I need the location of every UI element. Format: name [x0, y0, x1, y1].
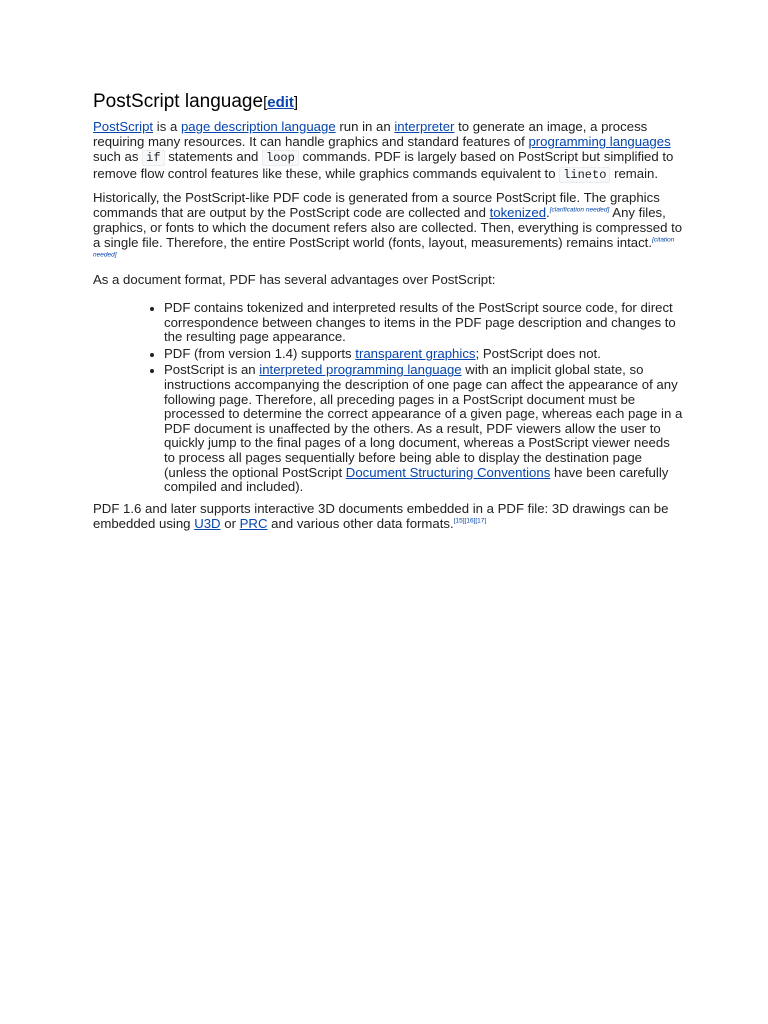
li3-text-1: PostScript is an: [164, 362, 260, 378]
postscript-link[interactable]: PostScript: [93, 119, 154, 134]
code-if: if: [142, 150, 164, 166]
clarification-needed-note: [550, 207, 610, 214]
page-description-language-link[interactable]: page description language: [180, 119, 336, 134]
p4-text-1: PDF 1.6 and later supports interactive 3D documents embedded in a PDF file: 3D drawings can be embedded using: [93, 500, 669, 531]
section-heading: [93, 91, 683, 113]
p2-text-3: Any files, graphics, or fonts to which the document refers also are collected. Then, everything is compressed to a single file. Therefore, the entire PostScript world (fonts, layout, measurements) remains intact.: [93, 205, 683, 250]
li2-text-1: PDF (from version 1.4) supports: [164, 345, 356, 361]
p1-text-1: is a: [153, 119, 181, 134]
transparent-graphics-link[interactable]: transparent graphics: [355, 345, 476, 361]
code-loop: loop: [262, 150, 299, 166]
tokenized-link[interactable]: tokenized: [489, 205, 547, 220]
interpreted-programming-language-link[interactable]: interpreted programming language: [259, 362, 462, 378]
u3d-link[interactable]: U3D: [194, 515, 221, 531]
p1-text-6: commands. PDF is largely based on PostScript but simplified to remove flow control features like these, while graphics commands equivalent to: [93, 149, 674, 181]
clarification-needed-text: [clarification needed]: [549, 206, 610, 214]
p4-text-2: or: [220, 515, 240, 531]
p1-text-3: to generate an image, a process requiring many resources. It can handle graphics and standard features of: [93, 119, 648, 149]
edit-bracket-close: ]: [293, 94, 299, 111]
advantages-list: [93, 301, 683, 495]
p1-text-4: such as: [93, 149, 143, 164]
list-item-1: • PDF contains tokenized and interpreted results of the PostScript source code, for direct correspondence between changes to items in the PDF page description and changes to the resulting page appearance.: [164, 301, 683, 345]
clarification-needed-link[interactable]: [550, 207, 610, 214]
section-title: PostScript language: [93, 91, 264, 112]
edit-bracket-open: [: [263, 94, 268, 111]
li3-text-2: with an implicit global state, so instructions accompanying the description of one page can affect the appearance of any following page. Therefore, all preceding pages in a PostScript document must be processed to determine the correct appearance of a given page, whereas each page in a PDF document is unaffected by the others. As a result, PDF viewers allow the user to quickly jump to the final pages of a long document, whereas a PostScript viewer needs to process all pages sequentially before being able to display the destination page (unless the optional PostScript: [164, 362, 683, 480]
p1-text-2: run in an: [335, 119, 395, 134]
p1-text-5: statements and: [164, 149, 263, 164]
paragraph-4: [93, 501, 683, 531]
reference-links[interactable]: [15][16][17]: [453, 517, 487, 525]
list-item-3: [164, 363, 683, 494]
p2-text-2: .: [546, 205, 550, 220]
citation-needed-text: [citation needed]: [93, 236, 675, 259]
prc-link[interactable]: PRC: [239, 515, 268, 531]
article-section: [93, 91, 683, 538]
programming-languages-link[interactable]: programming languages: [528, 134, 671, 149]
code-lineto: lineto: [559, 167, 610, 183]
interpreter-link[interactable]: interpreter: [394, 119, 455, 134]
list-item-2: [164, 347, 683, 362]
document-structuring-conventions-link[interactable]: Document Structuring Conventions: [345, 464, 551, 480]
paragraph-1: [93, 119, 683, 183]
reference-notes: [454, 517, 487, 524]
p4-text-3: and various other data formats.: [267, 515, 454, 531]
paragraph-2: [93, 190, 683, 265]
edit-section: [263, 94, 298, 111]
edit-link[interactable]: edit: [267, 94, 294, 111]
p2-text-1: Historically, the PostScript-like PDF code is generated from a source PostScript file. The graphics commands that are output by the PostScript code are collected and: [93, 190, 660, 220]
paragraph-3: As a document format, PDF has several advantages over PostScript:: [93, 272, 496, 287]
li2-text-2: ; PostScript does not.: [475, 345, 601, 361]
li3-text-3: have been carefully compiled and included).: [164, 464, 669, 495]
p1-text-7: remain.: [610, 166, 659, 181]
